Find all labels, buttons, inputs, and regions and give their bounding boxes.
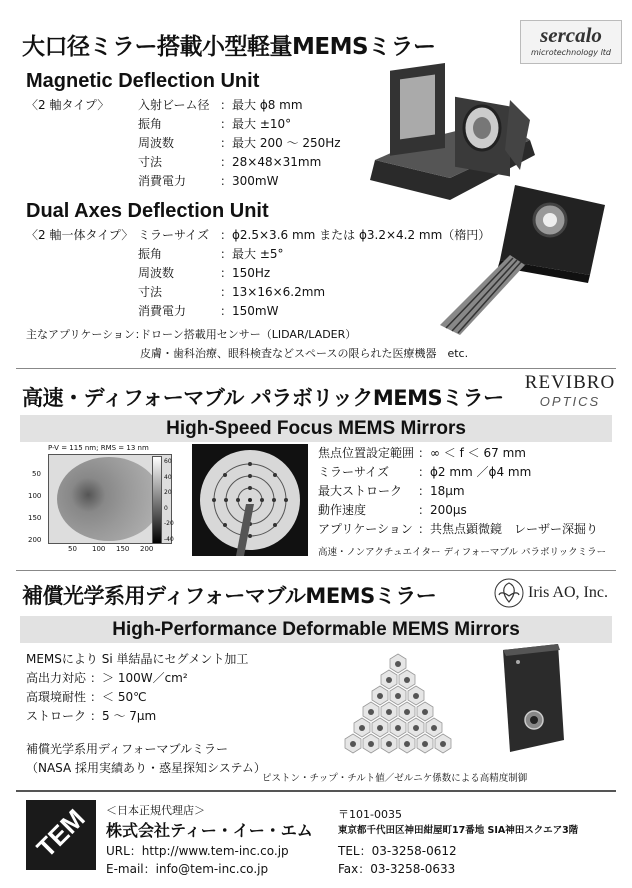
spec-label: 最大ストローク <box>318 484 403 498</box>
spec-label: 焦点位置設定範囲 <box>318 446 415 460</box>
x-tick: 150 <box>116 545 130 553</box>
cbar-tick: 20 <box>164 489 172 496</box>
spec-label: 寸法 <box>138 155 163 169</box>
cbar-tick: 60 <box>164 458 172 465</box>
hex-segment-pyramid-image <box>318 652 478 764</box>
revibro-logo-text: REVIBRO <box>524 372 616 393</box>
section2-specs <box>318 444 618 544</box>
y-tick: 100 <box>28 492 42 500</box>
section3-banner-text: High-Performance Deformable MEMS Mirrors <box>112 619 520 640</box>
unit1-type: 〈2 軸タイプ〉 <box>26 98 110 112</box>
cbar-tick: 0 <box>164 504 168 512</box>
revibro-logo-sub: OPTICS <box>539 394 601 409</box>
spec-label: 寸法 <box>138 285 163 299</box>
company-email[interactable]: E-mail：info@tem-inc.co.jp <box>106 862 269 876</box>
unit2-type: 〈2 軸一体タイプ〉 <box>26 228 134 242</box>
plot-disc <box>57 457 161 541</box>
cbar-tick: -20 <box>164 520 174 527</box>
spec-value: ：ϕ2 mm ／ϕ4 mm <box>418 465 532 479</box>
colorbar-ticks <box>164 454 174 547</box>
spec-label: 振角 <box>138 117 163 131</box>
revibro-logo <box>520 372 620 412</box>
spec-label: アプリケーション <box>318 522 413 536</box>
postal-code: 〒101-0035 <box>338 808 402 821</box>
spec-value: ：300mW <box>220 174 279 188</box>
deformable-mirror-chip-image <box>488 640 568 760</box>
spec-label: 動作速度 <box>318 503 367 517</box>
divider <box>16 368 616 369</box>
spec-label: 消費電力 <box>138 304 187 318</box>
spec-value: ：＞ 100W／cm² <box>90 671 188 685</box>
spec-label: ストローク <box>26 709 87 723</box>
spec-value: ：150mW <box>220 304 279 318</box>
section2-caption: 高速・ノンアクチュエイター ディフォーマブル パラボリックミラー <box>318 547 607 558</box>
section2-title: 高速・ディフォーマブル パラボリックMEMSミラー <box>22 386 504 410</box>
application-label: 主なアプリケーション： <box>26 328 146 341</box>
spec-value: ：最大 ϕ8 mm <box>220 98 303 112</box>
spec-value: ：最大 200 ～ 250Hz <box>220 136 341 150</box>
unit2-heading: Dual Axes Deflection Unit <box>26 200 269 222</box>
plot-title: P-V = 115 nm; RMS = 13 nm <box>48 444 149 452</box>
cbar-tick: -40 <box>164 535 174 543</box>
spec-label: ミラーサイズ <box>318 465 390 479</box>
tem-logo <box>26 800 96 870</box>
section2-banner <box>20 415 612 442</box>
spec-label: 高出力対応 <box>26 671 87 685</box>
sercalo-logo-text: sercalo <box>540 23 602 47</box>
telephone: TEL：03-3258-0612 <box>338 844 457 858</box>
agent-label: ＜日本正規代理店＞ <box>106 804 205 817</box>
application-line-1: ドローン搭載用センサー（LIDAR/LADER） <box>140 328 357 341</box>
sercalo-logo-sub: microtechnology ltd <box>531 48 611 57</box>
section2-banner-text: High-Speed Focus MEMS Mirrors <box>166 418 466 439</box>
iris-ao-logo-text: Iris AO, Inc. <box>528 584 608 601</box>
spec-value: ：最大 ±5° <box>220 247 284 261</box>
fax: Fax：03-3258-0633 <box>338 862 456 876</box>
spec-value: ：＜ 50℃ <box>90 690 147 704</box>
surface-plot <box>24 444 184 556</box>
spec-label: 振角 <box>138 247 163 261</box>
x-tick: 50 <box>68 545 77 553</box>
spec-value: ：200µs <box>418 503 467 517</box>
unit1-specs <box>138 96 398 196</box>
section3-note2: （NASA 採用実績あり・惑星探知システム） <box>26 761 266 775</box>
y-tick: 150 <box>28 514 42 522</box>
colorbar <box>152 456 162 544</box>
spec-label: ミラーサイズ <box>138 228 210 242</box>
spec-value: ：150Hz <box>220 266 271 280</box>
spec-label: 周波数 <box>138 266 175 280</box>
spec-value: ：5 ～ 7µm <box>90 709 157 723</box>
section3-note1: 補償光学系用ディフォーマブルミラー <box>26 742 228 756</box>
spec-value: ：最大 ±10° <box>220 117 292 131</box>
spec-value: ：28×48×31mm <box>220 155 322 169</box>
spec-value: ：18µm <box>418 484 465 498</box>
spec-label: 消費電力 <box>138 174 187 188</box>
section3-line1: MEMSにより Si 単結晶にセグメント加工 <box>26 652 249 666</box>
section3-specs <box>26 669 256 729</box>
application-line-2: 皮膚・歯科治療、眼科検査などスペースの限られた医療機器 etc. <box>140 347 469 360</box>
dual-axes-unit-image <box>420 165 620 340</box>
company-name: 株式会社ティー・イー・エム <box>106 821 313 840</box>
spec-label: 高環境耐性 <box>26 690 87 704</box>
x-tick: 200 <box>140 545 154 553</box>
section3-caption: ピストン・チップ・チルト値／ゼルニケ係数による高精度制御 <box>262 773 528 784</box>
x-tick: 100 <box>92 545 106 553</box>
cbar-tick: 40 <box>164 473 172 481</box>
y-tick: 50 <box>32 470 41 478</box>
divider <box>16 790 616 792</box>
spec-label: 周波数 <box>138 136 175 150</box>
spec-value: ：ϕ2.5×3.6 mm または ϕ3.2×4.2 mm（楕円） <box>220 228 491 242</box>
parabolic-mirror-image <box>192 444 308 556</box>
spec-value: ：共焦点顕微鏡 レーザー深掘り <box>418 522 599 536</box>
tem-logo-text: TEM <box>30 803 91 864</box>
address: 東京都千代田区神田紺屋町17番地 SIA神田スクエア3階 <box>338 825 579 836</box>
unit1-heading: Magnetic Deflection Unit <box>26 70 260 92</box>
spec-value: ：13×16×6.2mm <box>220 285 326 299</box>
section1-title: 大口径ミラー搭載小型軽量MEMSミラー <box>22 34 436 60</box>
sercalo-logo <box>520 20 622 64</box>
spec-label: 入射ビーム径 <box>138 98 210 112</box>
divider <box>16 570 616 571</box>
company-url[interactable]: URL：http://www.tem-inc.co.jp <box>106 844 289 858</box>
y-tick: 200 <box>28 536 42 544</box>
section3-banner <box>20 616 612 643</box>
section3-title: 補償光学系用ディフォーマブルMEMSミラー <box>22 584 437 608</box>
iris-ao-logo <box>494 578 620 610</box>
spec-value: ：∞ ＜ f ＜ 67 mm <box>418 446 526 460</box>
iris-flower-icon <box>494 578 524 608</box>
